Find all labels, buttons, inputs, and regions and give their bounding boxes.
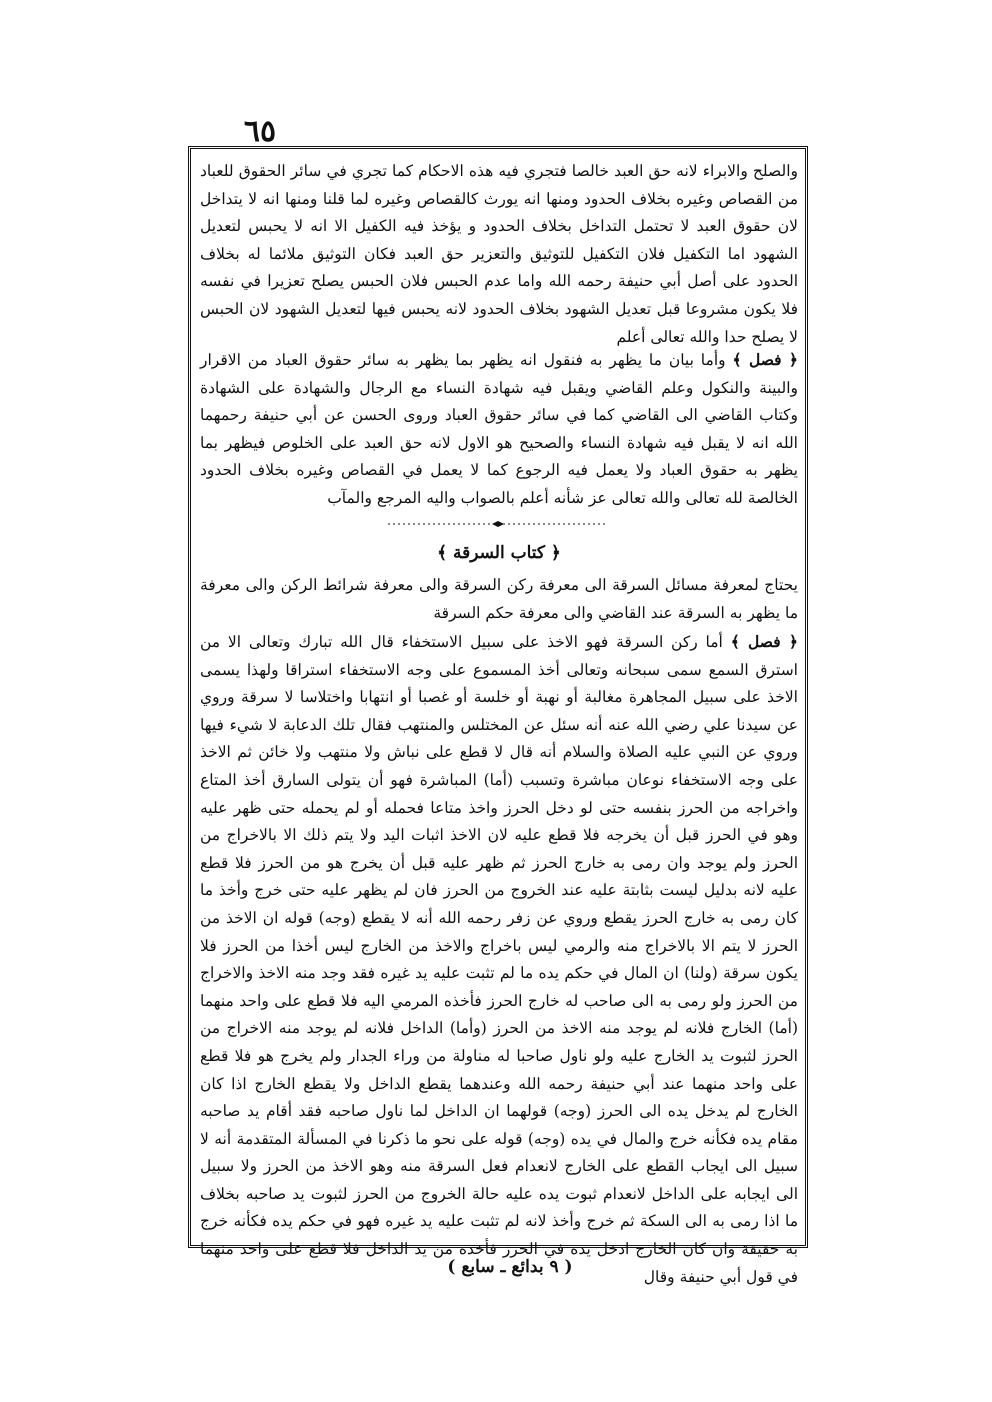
footer-signature: ( ٩ بدائع ـ سابع ) (447, 1257, 573, 1277)
section-heading-fasl-2: ﴿ فصل ﴾ (730, 632, 799, 651)
page-number: ٦٥ (243, 114, 277, 149)
paragraph-intro-theft: يحتاج لمعرفة مسائل السرقة الى معرفة ركن السرقة والى معرفة شرائط الركن والى معرفة ما يظهر به السرقة عند القاضي والى معرفة حكم السرقة (200, 576, 798, 622)
paragraph-proof (200, 346, 798, 510)
chapter-title: ﴿ كتاب السرقة ﴾ (437, 543, 561, 563)
section-divider (388, 520, 608, 528)
section-heading-fasl: ﴿ فصل ﴾ (732, 350, 798, 369)
paragraph-proof-text: وأما بيان ما يظهر به فنقول انه يظهر بما يظهر به سائر حقوق العباد من الاقرار والبينة والنكول وعلم القاضي ويقبل فيه شهادة النساء مع الرجال والشهادة على الشهادة وكتاب القاضي الى القاضي كما في سائر حقوق العباد وروى الحسن عن أبي حنيفة رحمهما الله انه لا يقبل فيه شهادة النساء والصحيح هو الاول لانه حق العبد على الخلوص فيظهر بما يظهر به حقوق العباد ولا يعمل فيه الرجوع كما لا يعمل في القصاص وغيره بخلاف الحدود الخالصة لله تعالى والله تعالى عز شأنه أعلم بالصواب واليه المرجع والمآب (200, 351, 798, 507)
paragraph-reconciliation: والصلح والابراء لانه حق العبد خالصا فتجري فيه هذه الاحكام كما تجري في سائر الحقوق للعباد من القصاص وغيره بخلاف الحدود ومنها انه يورث كالقصاص وغيره لما قلنا ومنها انه لا يتداخل لان حقوق العبد لا تحتمل التداخل بخلاف الحدود و يؤخذ فيه الكفيل الا انه لا يحبس لتعديل الشهود اما التكفيل فلان التكفيل للتوثيق والتعزير حق العبد فكان التوثيق ملائما له بخلاف الحدود على أصل أبي حنيفة رحمه الله واما عدم الحبس فلان الحبس يصلح تعزيرا في نفسه فلا يكون مشروعا قبل تعديل الشهود بخلاف الحدود لانه يحبس فيها لتعديل الشهود لان الحبس لا يصلح حدا والله تعالى أعلم (200, 162, 798, 346)
divider-ornament (492, 521, 504, 527)
paragraph-theft-pillar-text: أما ركن السرقة فهو الاخذ على سبيل الاستخفاء قال الله تبارك وتعالى الا من استرق السمع سمى سبحانه وتعالى أخذ المسموع على وجه الاستخفاء استراقا ولهذا يسمى الاخذ على سبيل المجاهرة مغالبة أو نهبة أو خلسة أو غصبا أو انتهابا واختلاسا لا سرقة وروي عن سيدنا علي رضي الله عنه أنه سئل عن المختلس والمنتهب فقال تلك الدعابة لا شيء فيها وروي عن النبي عليه الصلاة والسلام أنه قال لا قطع على نباش ولا منتهب ولا خائن ثم الاخذ على وجه الاستخفاء نوعان مباشرة وتسبب (أما) المباشرة فهو أن يتولى السارق أخذ المتاع واخراجه من الحرز بنفسه حتى لو دخل الحرز واخذ متاعا فحمله أو لم يحمله حتى ظهر عليه وهو في الحرز قبل أن يخرجه فلا قطع عليه لان الاخذ اثبات اليد ولا يتم ذلك الا بالاخراج من الحرز ولم يوجد وان رمى به خارج الحرز ثم ظهر عليه قبل أن يخرج هو من الحرز فلا قطع عليه لانه بدليل ليست بثابتة عليه عند الخروج من الحرز فان لم يظهر عليه حتى خرج وأخذ ما كان رمى به خارج الحرز يقطع وروي عن زفر رحمه الله أنه لا يقطع (وجه) قوله ان الاخذ من الحرز لا يتم الا بالاخراج منه والرمي ليس باخراج والاخذ من الخارج ليس أخذا من الحرز فلا يكون سرقة (ولنا) ان المال في حكم يده ما لم تثبت عليه يد غيره فقد وجد منه الاخذ والاخراج من الحرز ولو رمى به الى صاحب له خارج الحرز فأخذه المرمي اليه فلا قطع على واحد منهما (أما) الخارج فلانه لم يوجد منه الاخذ من الحرز (وأما) الداخل فلانه لم يوجد منه الاخراج من الحرز لثبوت يد الخارج عليه ولو ناول صاحبا له مناولة من وراء الجدار ولم يخرج هو فلا قطع على واحد منهما عند أبي حنيفة رحمه الله وعندهما يقطع الداخل ولا يقطع الخارج اذا كان الخارج لم يدخل يده الى الحرز (وجه) قولهما ان الداخل لما ناول صاحبه فقد أقام يد صاحبه مقام يده فكأنه خرج والمال في يده (وجه) قوله على نحو ما ذكرنا في المسألة المتقدمة أنه لا سبيل الى ايجاب القطع على الخارج لانعدام فعل السرقة منه وهو الاخذ من الحرز ولا سبيل الى ايجابه على الداخل لانعدام ثبوت يده عليه حالة الخروج من الحرز لثبوت يد صاحبه بخلاف ما اذا رمى به الى السكة ثم خرج وأخذ لانه لم تثبت عليه يد غيره فهو في حكم يده فكأنه خرج به حقيقة وان كان الخارج ادخل يده في الحرز فأخذه من يد الداخل فلا قطع على واحد منهما في قول أبي حنيفة وقال (200, 633, 798, 1286)
